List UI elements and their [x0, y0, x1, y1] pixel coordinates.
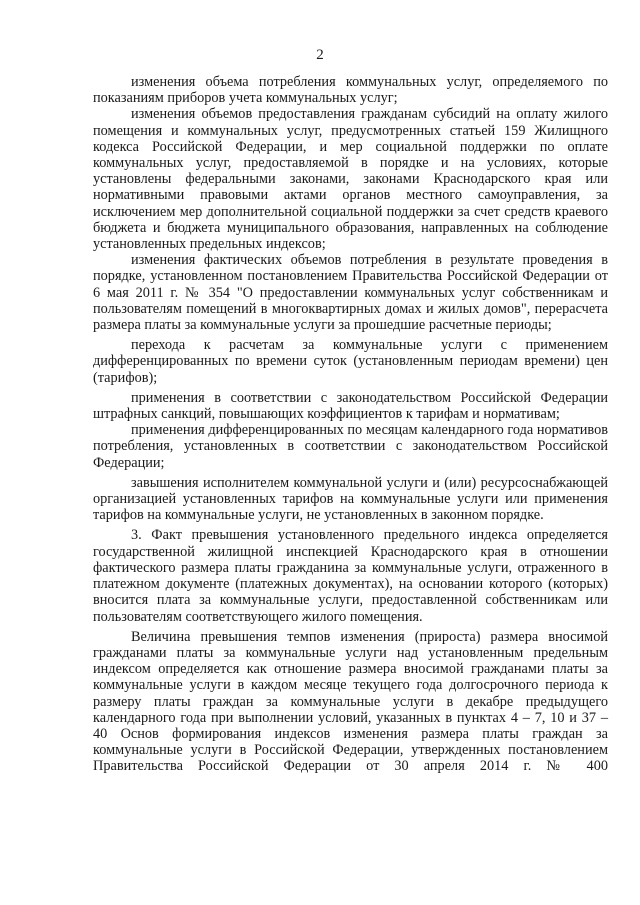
paragraph-section-3: 3. Факт превышения установленного предельного индекса определяется государственной жилищной инспекцией Краснодарского края в отношении фактического размера платы гражданина за коммунальные услуги, отраженного в платежном документе (платежных документах), на основании которого (которых) вносится плата за коммунальные услуги, предоставленной собственникам или пользователям соответствующего жилого помещения.	[93, 527, 608, 625]
paragraph-actual-volumes-change: изменения фактических объемов потребления в результате проведения в порядке, установленном постановлением Правительства Российской Федерации от 6 мая 2011 г. № 354 "О предоставлении коммунальных услуг собственникам и пользователям помещений в многоквартирных домах и жилых домов", перерасчета размера платы за коммунальные услуги за прошедшие расчетные периоды;	[93, 252, 608, 334]
document-body	[93, 74, 608, 775]
paragraph-monthly-norms: применения дифференцированных по месяцам календарного года нормативов потребления, установленных в соответствии с законодательством Российской Федерации;	[93, 422, 608, 471]
paragraph-subsidies-change: изменения объемов предоставления гражданам субсидий на оплату жилого помещения и коммунальных услуг, предусмотренных статьей 159 Жилищного кодекса Российской Федерации, и мер социальной поддержки по оплате коммунальных услуг, предоставляемой в порядке и на условиях, которые установлены федеральными законами, законами Краснодарского края или нормативными правовыми актами органов местного самоуправления, за исключением мер дополнительной социальной поддержки за счет средств краевого бюджета и бюджета муниципального образования, направленных на соблюдение установленных предельных индексов;	[93, 106, 608, 253]
paragraph-consumption-change: изменения объема потребления коммунальных услуг, определяемого по показаниям приборов учета коммунальных услуг;	[93, 74, 608, 107]
paragraph-excess-value: Величина превышения темпов изменения (прироста) размера вносимой гражданами платы за коммунальные услуги над установленным предельным индексом определяется как отношение размера вносимой гражданами платы за коммунальные услуги в каждом месяце текущего года долгосрочного периода к размеру платы граждан за коммунальные услуги в декабре предыдущего календарного года при выполнении условий, указанных в пунктах 4 – 7, 10 и 37 – 40 Основ формирования индексов изменения размера платы граждан за коммунальные услуги в Российской Федерации, утвержденных постановлением Правительства Российской Федерации от 30 апреля 2014 г. № 400	[93, 628, 608, 775]
paragraph-time-of-day-tariffs: перехода к расчетам за коммунальные услуги с применением дифференцированных по времени суток (установленным периодам времени) цен (тарифов);	[93, 337, 608, 386]
paragraph-penalties: применения в соответствии с законодательством Российской Федерации штрафных санкций, повышающих коэффициентов к тарифам и нормативам;	[93, 389, 608, 423]
page-number: 2	[316, 47, 324, 63]
paragraph-overstated-tariffs: завышения исполнителем коммунальной услуги и (или) ресурсоснабжающей организацией установленных тарифов на коммунальные услуги или применения тарифов на коммунальные услуги, не установленных в законном порядке.	[93, 474, 608, 524]
